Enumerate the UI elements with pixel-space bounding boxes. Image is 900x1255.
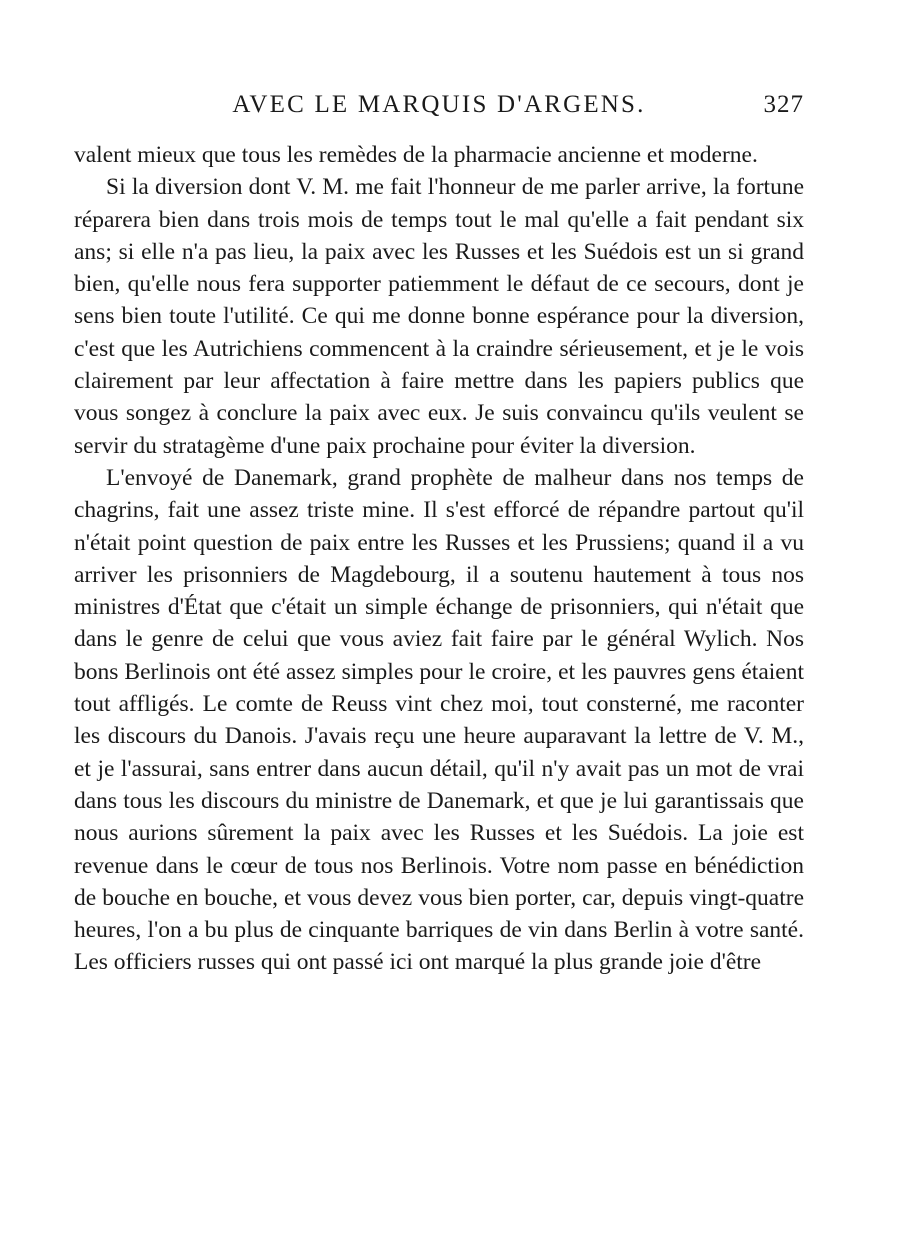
- page-number: 327: [763, 91, 804, 118]
- paragraph-continuation: valent mieux que tous les remèdes de la pharmacie ancienne et moderne.: [74, 142, 758, 168]
- running-head: [74, 88, 804, 122]
- running-title: AVEC LE MARQUIS D'ARGENS.: [232, 91, 646, 118]
- paragraph-envoy-denmark: L'envoyé de Danemark, grand prophète de malheur dans nos temps de chagrins, fait une assez triste mine. Il s'est efforcé de répandre partout qu'il n'était point question de paix entre les Russes et les Prussiens; quand il a vu arriver les prisonniers de Magdebourg, il a soutenu hautement à tous nos ministres d'État que c'était un simple échange de prisonniers, qui n'était que dans le genre de celui que vous aviez fait faire par le général Wylich. Nos bons Berlinois ont été assez simples pour le croire, et les pauvres gens étaient tout affligés. Le comte de Reuss vint chez moi, tout consterné, me raconter les discours du Danois. J'avais reçu une heure auparavant la lettre de V. M., et je l'assurai, sans entrer dans aucun détail, qu'il n'y avait pas un mot de vrai dans tous les discours du ministre de Danemark, et que je lui garantissais que nous aurions sûrement la paix avec les Russes et les Suédois. La joie est revenue dans le cœur de tous nos Berlinois. Votre nom passe en bénédiction de bouche en bouche, et vous devez vous bien porter, car, depuis vingt-quatre heures, l'on a bu plus de cinquante barriques de vin dans Berlin à votre santé. Les officiers russes qui ont passé ici ont marqué la plus grande joie d'être: [74, 464, 804, 976]
- paragraph-diversion: Si la diversion dont V. M. me fait l'honneur de me parler arrive, la fortune réparera bien dans trois mois de temps tout le mal qu'elle a fait pendant six ans; si elle n'a pas lieu, la paix avec les Russes et les Suédois est un si grand bien, qu'elle nous fera supporter patiemment le défaut de ce secours, dont je sens bien toute l'utilité. Ce qui me donne bonne espérance pour la diversion, c'est que les Autrichiens commencent à la craindre sérieusement, et je le vois clairement par leur affectation à faire mettre dans les papiers publics que vous songez à conclure la paix avec eux. Je suis convaincu qu'ils veulent se servir du stratagème d'une paix prochaine pour éviter la diversion.: [74, 174, 804, 459]
- body-text: [74, 139, 804, 979]
